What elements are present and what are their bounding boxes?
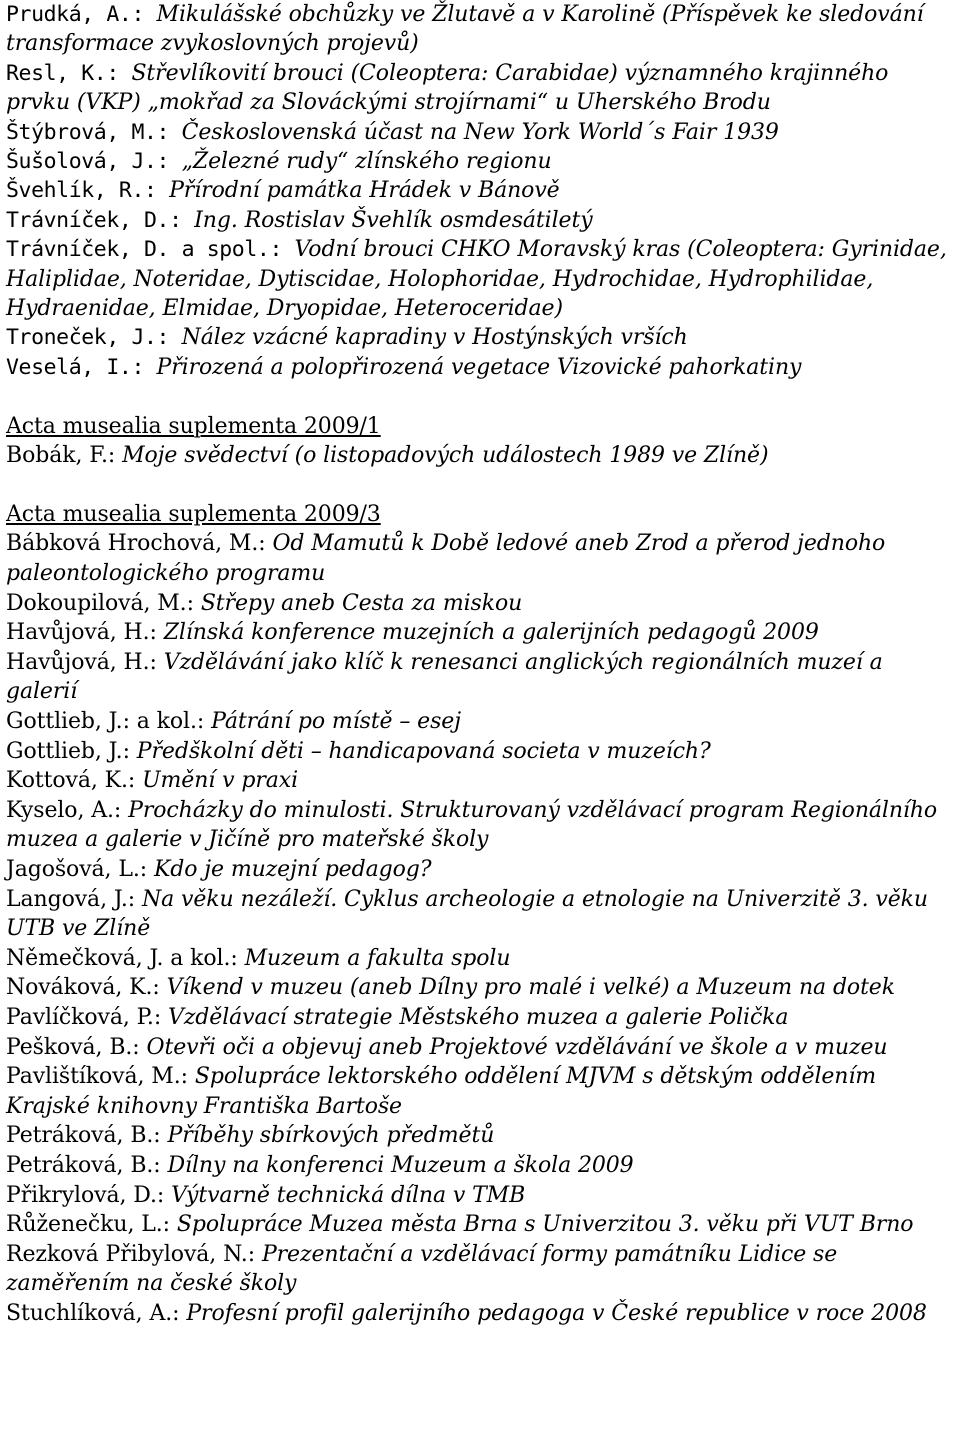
entry-separator: : (149, 620, 164, 646)
bibliography-entry (6, 885, 956, 944)
entry-title: Vzdělávací strategie Městského muzea a galerie Polička (168, 1004, 789, 1030)
entry-separator: : (180, 1064, 195, 1090)
entry-author: Resl, K. (6, 60, 107, 86)
entry-author: Nováková, K. (6, 975, 153, 1001)
entry-separator: : (269, 237, 295, 263)
entry-separator: : (127, 886, 142, 912)
bibliography-entry (6, 589, 956, 619)
bibliography-entry (6, 944, 956, 974)
entry-title: Vodní brouci CHKO Moravský kras (Coleoptera: Gyrinidae, Haliplidae, Noteridae, Dytiscidae, Holophoridae, Hydrochidae, Hydrophilidae, Hydraenidae, Elmidae, Dryopidae, Heteroceridae) (6, 237, 947, 322)
entry-title: Střepy aneb Cesta za miskou (200, 590, 523, 616)
entry-separator: : (113, 797, 129, 823)
bibliography-entry (6, 147, 956, 176)
entry-title: Mikulášské obchůzky ve Žlutavě a v Karolině (Příspěvek ke sledování transformace zvykoslovných projevů) (6, 2, 924, 57)
entry-separator: : (247, 1241, 262, 1267)
entry-separator: : (132, 1034, 147, 1060)
entry-title: Na věku nezáleží. Cyklus archeologie a etnologie na Univerzitě 3. věku UTB ve Zlíně (6, 886, 928, 942)
bibliography-entry (6, 235, 956, 323)
entry-author: Troneček, J. (6, 325, 157, 351)
bibliography-entry (6, 1003, 956, 1033)
entry-separator: : (122, 738, 137, 764)
entry-title: Procházky do minulosti. Strukturovaný vzdělávací program Regionálního muzea a galerie v Jičíně pro mateřské školy (6, 797, 938, 853)
entry-author: Bábková Hrochová, M. (6, 531, 259, 557)
section-heading-suplementa-2009-1: Acta musealia suplementa 2009/1 (6, 413, 381, 439)
entry-title: Dílny na konferenci Muzeum a škola 2009 (167, 1152, 634, 1178)
bibliography-entry (6, 353, 956, 382)
bibliography-section-suplementa-2009-3 (6, 529, 956, 1328)
entry-separator: : (139, 857, 154, 882)
bibliography-entry (6, 796, 956, 855)
entry-author: Pešková, B. (6, 1034, 133, 1060)
entry-separator: : (106, 60, 132, 86)
bibliography-entry (6, 0, 956, 59)
entry-title: Střevlíkovití brouci (Coleoptera: Carabidae) významného krajinného prvku (VKP) „mokřad za Slováckými strojírnami“ u Uherského Brodu (6, 60, 889, 116)
entry-title: Kdo je muzejní pedagog? (153, 857, 432, 882)
entry-author: Růženečku, L. (6, 1212, 163, 1238)
entry-author: Petráková, B. (6, 1152, 154, 1178)
entry-author: Pavlíčková, P. (6, 1004, 154, 1030)
bibliography-entry (6, 648, 956, 707)
entry-separator: : (131, 2, 157, 27)
entry-title: Zlínská konference muzejních a galerijních pedagogů 2009 (163, 620, 819, 646)
bibliography-entry (6, 529, 956, 588)
bibliography-entry (6, 206, 956, 235)
entry-author: Přikrylová, D. (6, 1182, 157, 1208)
entry-separator: : (131, 354, 157, 380)
bibliography-entry (6, 1033, 956, 1063)
entry-separator: : (258, 531, 273, 557)
entry-title: Otevři oči a objevuj aneb Projektové vzdělávání ve škole a v muzeu (146, 1034, 888, 1060)
entry-title: „Železné rudy“ zlínského regionu (181, 149, 552, 175)
bibliography-entry (6, 855, 956, 885)
entry-title: Vzdělávání jako klíč k renesanci anglických regionálních muzeí a galerií (6, 649, 883, 705)
bibliography-entry (6, 59, 956, 118)
entry-author: Havůjová, H. (6, 649, 150, 675)
entry-author: Švehlík, R. (6, 178, 144, 204)
entry-author: Němečková, J. a kol. (6, 945, 231, 971)
entry-separator: : (153, 1123, 168, 1149)
entry-title: Spolupráce lektorského oddělení MJVM s dětským oddělením Krajské knihovny Františka Bartoše (6, 1064, 877, 1119)
entry-author: Gottlieb, J.: a kol. (6, 709, 197, 735)
bibliography-entry (6, 973, 956, 1003)
bibliography-entry (6, 1062, 956, 1121)
entry-title: Od Mamutů k Době ledové aneb Zrod a přerod jednoho paleontologického programu (6, 531, 886, 587)
entry-separator: : (144, 178, 170, 204)
entry-title: Pátrání po místě – esej (211, 709, 461, 735)
bibliography-entry (6, 766, 956, 796)
entry-author: Pavlištíková, M. (6, 1064, 181, 1090)
entry-title: Ing. Rostislav Švehlík osmdesátiletý (194, 207, 593, 233)
bibliography-entry (6, 1121, 956, 1151)
entry-author: Petráková, B. (6, 1123, 154, 1149)
entry-title: Předškolní děti – handicapovaná societa v muzeích? (136, 738, 711, 764)
bibliography-section-suplementa-2009-1 (6, 441, 956, 470)
entry-title: Umění v praxi (142, 768, 299, 794)
bibliography-entry (6, 707, 956, 737)
entry-separator: : (169, 207, 195, 233)
bibliography-entry (6, 1151, 956, 1181)
entry-author: Stuchlíková, A. (6, 1300, 173, 1326)
entry-author: Bobák, F. (6, 443, 108, 469)
entry-separator: : (196, 709, 212, 735)
entry-separator: : (156, 325, 182, 351)
bibliography-entry (6, 1299, 956, 1329)
bibliography-entry (6, 1181, 956, 1211)
entry-separator: : (153, 1004, 169, 1030)
entry-title: Víkend v muzeu (aneb Dílny pro malé i velké) a Muzeum na dotek (166, 975, 895, 1001)
bibliography-entry (6, 618, 956, 648)
entry-author: Dokoupilová, M. (6, 590, 187, 616)
entry-separator: : (156, 1182, 172, 1208)
entry-separator: : (149, 649, 164, 675)
bibliography-page (6, 0, 956, 1329)
bibliography-entry (6, 737, 956, 767)
entry-separator: : (162, 1212, 177, 1238)
entry-author: Štýbrová, M. (6, 119, 157, 145)
bibliography-entry (6, 1240, 956, 1299)
bibliography-entry (6, 441, 956, 470)
entry-title: Muzeum a fakulta spolu (244, 945, 511, 971)
bibliography-entry (6, 323, 956, 352)
bibliography-entry (6, 118, 956, 147)
section-heading-suplementa-2009-3: Acta musealia suplementa 2009/3 (6, 501, 381, 527)
entry-title: Moje svědectví (o listopadových událostech 1989 ve Zlíně) (122, 443, 769, 469)
entry-author: Gottlieb, J. (6, 738, 123, 764)
entry-separator: : (152, 975, 167, 1001)
entry-author: Trávníček, D. (6, 207, 170, 233)
entry-title: Výtvarně technická dílna v TMB (171, 1182, 526, 1208)
entry-author: Trávníček, D. a spol. (6, 237, 270, 263)
bibliography-entry (6, 1210, 956, 1240)
entry-title: Československá účast na New York World´s Fair 1939 (181, 119, 779, 145)
entry-author: Jagošová, L. (6, 857, 140, 882)
entry-author: Havůjová, H. (6, 620, 150, 646)
entry-separator: : (230, 945, 245, 971)
entry-title: Přírodní památka Hrádek v Bánově (169, 178, 560, 204)
entry-separator: : (127, 768, 143, 794)
entry-author: Prudká, A. (6, 2, 132, 27)
entry-author: Rezková Přibylová, N. (6, 1241, 248, 1267)
entry-title: Prezentační a vzdělávací formy památníku Lidice se zaměřením na české školy (6, 1241, 838, 1297)
entry-author: Šušolová, J. (6, 149, 157, 175)
entry-author: Langová, J. (6, 886, 128, 912)
entry-separator: : (186, 590, 201, 616)
entry-separator: : (156, 149, 182, 175)
entry-title: Profesní profil galerijního pedagoga v České republice v roce 2008 (186, 1300, 927, 1326)
entry-separator: : (153, 1152, 168, 1178)
entry-author: Veselá, I. (6, 354, 132, 380)
entry-title: Příběhy sbírkových předmětů (167, 1123, 495, 1149)
entry-author: Kottová, K. (6, 768, 128, 794)
bibliography-entry (6, 176, 956, 205)
entry-title: Spolupráce Muzea města Brna s Univerzitou 3. věku při VUT Brno (176, 1212, 914, 1238)
entry-separator: : (172, 1300, 187, 1326)
bibliography-section-continued (6, 0, 956, 382)
entry-author: Kyselo, A. (6, 797, 114, 823)
entry-title: Přirozená a polopřirozená vegetace Vizovické pahorkatiny (156, 354, 802, 380)
entry-separator: : (156, 119, 182, 145)
entry-title: Nález vzácné kapradiny v Hostýnských vrších (181, 325, 688, 351)
entry-separator: : (107, 443, 123, 469)
